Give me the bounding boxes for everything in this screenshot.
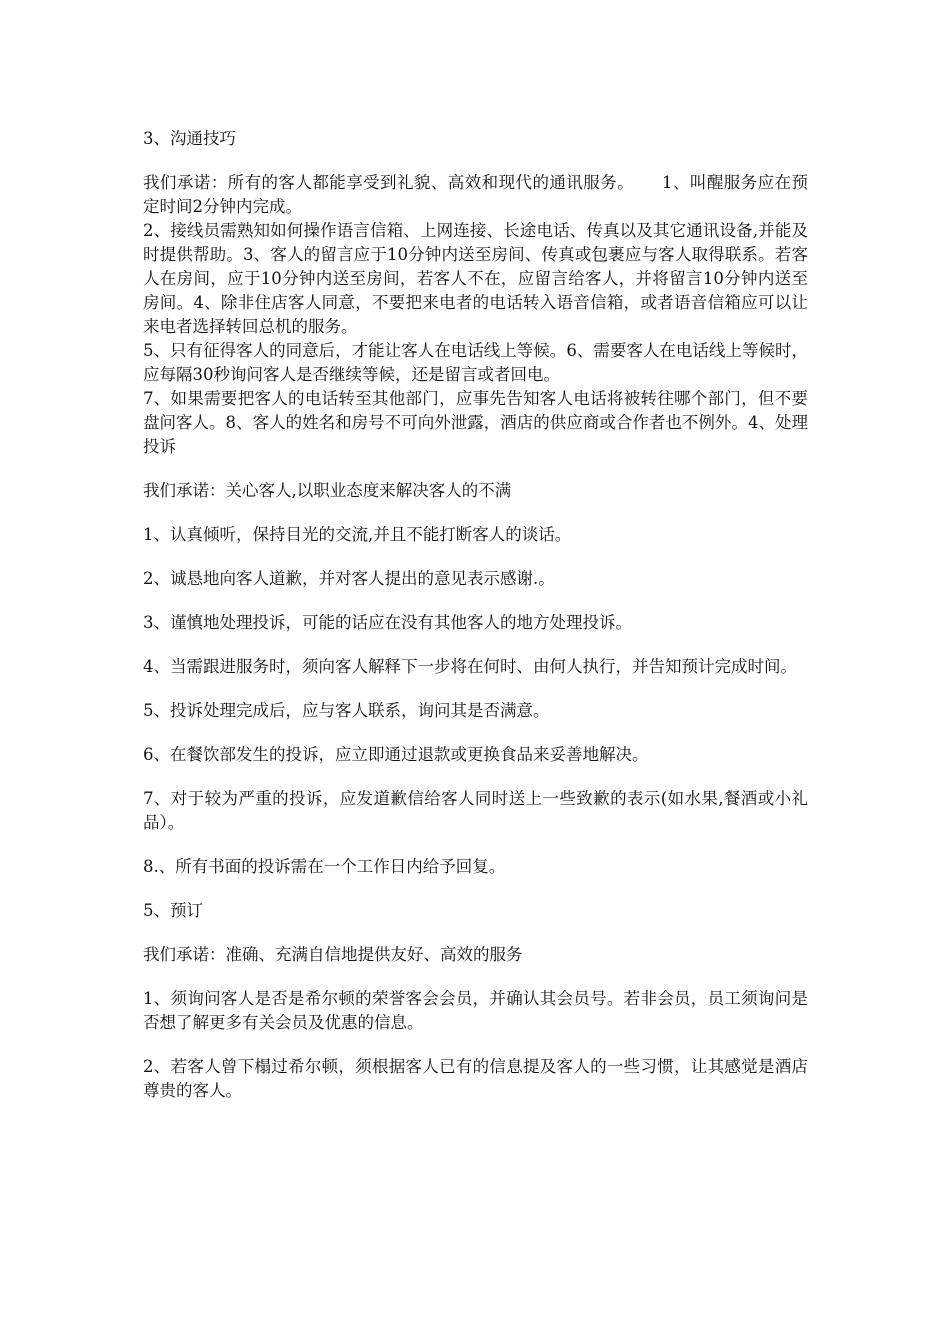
list-item: 5、投诉处理完成后，应与客人联系，询问其是否满意。 — [143, 701, 550, 720]
document-body — [143, 127, 808, 1123]
list-item: 7、对于较为严重的投诉，应发道歉信给客人同时送上一些致歉的表示(如水果,餐酒或小礼品）。 — [143, 789, 808, 832]
section-promise-complaints: 我们承诺：关心客人,以职业态度来解决客人的不满 — [143, 481, 512, 500]
list-item: 6、在餐饮部发生的投诉，应立即通过退款或更换食品来妥善地解决。 — [143, 745, 649, 764]
list-item: 1、认真倾听，保持目光的交流,并且不能打断客人的谈话。 — [143, 525, 572, 544]
list-item: 2、诚恳地向客人道歉，并对客人提出的意见表示感谢.。 — [143, 569, 555, 588]
list-item: 3、谨慎地处理投诉，可能的话应在没有其他客人的地方处理投诉。 — [143, 613, 632, 632]
communication-rules-5-6: 5、只有征得客人的同意后，才能让客人在电话线上等候。6、需要客人在电话线上等候时，应每隔30秒询问客人是否继续等候，还是留言或者回电。 — [143, 341, 808, 384]
list-item: 4、当需跟进服务时，须向客人解释下一步将在何时、由何人执行，并告知预计完成时间。 — [143, 657, 797, 676]
communication-rules-7-8: 7、如果需要把客人的电话转至其他部门，应事先告知客人电话将被转往哪个部门，但不要盘问客人。8、客人的姓名和房号不可向外泄露，酒店的供应商或合作者也不例外。4、处理投诉 — [143, 389, 808, 456]
communication-rules-2-4: 2、接线员需熟知如何操作语言信箱、上网连接、长途电话、传真以及其它通讯设备,并能及时提供帮助。3、客人的留言应于10分钟内送至房间、传真或包裹应与客人取得联系。若客人在房间，应于10分钟内送至房间，若客人不在，应留言给客人，并将留言10分钟内送至房间。4、除非住店客人同意，不要把来电者的电话转入语音信箱，或者语音信箱应可以让来电者选择转回总机的服务。 — [143, 221, 808, 336]
promise-text: 我们承诺：所有的客人都能享受到礼貌、高效和现代的通讯服务。 — [143, 173, 635, 192]
wake-up-call-rule: 1、叫醒服务应在预定时间2分钟内完成。 — [143, 173, 809, 216]
section-heading-reservations: 5、预订 — [143, 901, 203, 920]
list-item: 1、须询问客人是否是希尔顿的荣誉客会会员，并确认其会员号。若非会员，员工须询问是否想了解更多有关会员及优惠的信息。 — [143, 989, 808, 1032]
section-promise-reservations: 我们承诺：准确、充满自信地提供友好、高效的服务 — [143, 945, 523, 964]
section-promise-communication — [143, 171, 808, 219]
list-item: 8.、所有书面的投诉需在一个工作日内给予回复。 — [143, 857, 506, 876]
section-heading-communication: 3、沟通技巧 — [143, 129, 236, 148]
list-item: 2、若客人曾下榻过希尔顿，须根据客人已有的信息提及客人的一些习惯，让其感觉是酒店尊贵的客人。 — [143, 1057, 808, 1100]
